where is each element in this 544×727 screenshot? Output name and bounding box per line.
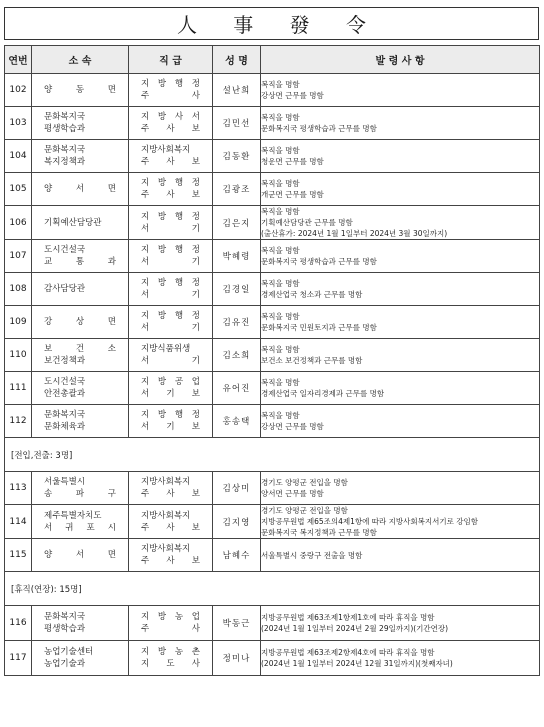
- department-line: 안전총괄과: [44, 389, 86, 399]
- row-number: 105: [5, 173, 32, 206]
- rank-line: 서 기: [141, 257, 200, 267]
- table-row: [5, 74, 540, 107]
- appointment-line: 문화복지국 평생학습과 근무를 명함: [261, 124, 377, 133]
- table-row: [5, 405, 540, 438]
- appointment-line: 복직을 명함: [261, 146, 300, 155]
- department-line: 문화복지국: [44, 612, 86, 622]
- appointment-details: [261, 505, 540, 539]
- rank-line: 지 방 행 정: [141, 278, 200, 288]
- row-number: 112: [5, 405, 32, 438]
- rank-line: 지 방 행 정: [141, 311, 200, 321]
- header-note: 발 령 사 항: [261, 46, 540, 74]
- appointment-line: 강상면 근무를 명함: [261, 91, 324, 100]
- department-line: 도시건설국: [44, 245, 86, 255]
- appointment-line: 청운면 근무를 명함: [261, 157, 324, 166]
- appointment-line: 문화복지국 복지정책과 근무를 명함: [261, 528, 377, 537]
- department-line: 농업기술과: [44, 659, 86, 669]
- person-name: 김광조: [213, 173, 261, 206]
- rank-line: 주 사 보: [141, 522, 200, 533]
- rank-cell: [129, 472, 213, 505]
- department-line: 감사담당관: [44, 284, 86, 294]
- row-number: 103: [5, 107, 32, 140]
- rank-line: 지 방 행 정: [141, 79, 200, 89]
- department-cell: [32, 107, 129, 140]
- rank-line: 지방사회복지: [141, 145, 191, 155]
- rank-line: 지 방 농 촌: [141, 647, 200, 657]
- table-row: [5, 472, 540, 505]
- department-line: 문화체육과: [44, 422, 86, 432]
- rank-cell: [129, 140, 213, 173]
- section-label: [휴직(연장): 15명]: [5, 572, 540, 606]
- appointment-details: [261, 339, 540, 372]
- appointment-details: [261, 405, 540, 438]
- rank-line: 서 기: [141, 356, 200, 366]
- table-row: [5, 306, 540, 339]
- rank-line: 지 방 농 업: [141, 612, 200, 622]
- appointment-details: [261, 240, 540, 273]
- appointment-line: (출산휴가: 2024년 1월 1일부터 2024년 3월 30일까지): [261, 229, 448, 238]
- table-row: [5, 606, 540, 641]
- header-rank: 직 급: [129, 46, 213, 74]
- department-line: 강 상 면: [44, 317, 116, 327]
- department-cell: [32, 240, 129, 273]
- person-name: 정미나: [213, 641, 261, 676]
- row-number: 109: [5, 306, 32, 339]
- rank-line: 지 도 사: [141, 659, 200, 669]
- row-number: 108: [5, 273, 32, 306]
- rank-line: 주 사: [141, 91, 200, 101]
- row-number: 104: [5, 140, 32, 173]
- row-number: 102: [5, 74, 32, 107]
- department-cell: [32, 339, 129, 372]
- rank-cell: [129, 240, 213, 273]
- person-name: 김동환: [213, 140, 261, 173]
- department-cell: [32, 606, 129, 641]
- appointment-line: 복직을 명함: [261, 246, 300, 255]
- department-line: 양 서 면: [44, 550, 116, 560]
- rank-line: 지 방 공 업: [141, 377, 200, 387]
- rank-cell: [129, 539, 213, 572]
- appointment-line: 복직을 명함: [261, 411, 300, 420]
- person-name: 박혜령: [213, 240, 261, 273]
- department-line: 문화복지국: [44, 145, 86, 155]
- department-cell: [32, 273, 129, 306]
- department-line: 양 서 면: [44, 184, 116, 194]
- table-header-row: [5, 46, 540, 74]
- header-no: 연번: [5, 46, 32, 74]
- appointment-line: 보건소 보건정책과 근무를 명함: [261, 356, 363, 365]
- appointment-details: [261, 306, 540, 339]
- row-number: 117: [5, 641, 32, 676]
- rank-cell: [129, 74, 213, 107]
- appointment-details: [261, 606, 540, 641]
- rank-line: 지 방 행 정: [141, 211, 200, 222]
- rank-line: 서 기 보: [141, 389, 200, 399]
- appointment-line: 복직을 명함: [261, 113, 300, 122]
- appointment-line: 복직을 명함: [261, 279, 300, 288]
- rank-line: 주 사 보: [141, 124, 200, 134]
- department-line: 평생학습과: [44, 624, 86, 634]
- department-line: 도시건설국: [44, 377, 86, 387]
- row-number: 110: [5, 339, 32, 372]
- department-line: 복지정책과: [44, 157, 86, 167]
- appointment-line: 복직을 명함: [261, 378, 300, 387]
- rank-line: 주 사 보: [141, 556, 200, 566]
- department-cell: [32, 505, 129, 539]
- table-row: [5, 505, 540, 539]
- department-cell: [32, 74, 129, 107]
- department-line: 기획예산담당관: [44, 217, 102, 228]
- appointment-line: (2024년 1월 1일부터 2024년 2월 29일까지)(기간연장): [261, 624, 449, 633]
- appointment-line: 지방공무원법 제63조제2항제4호에 따라 휴직을 명함: [261, 648, 435, 657]
- rank-line: 주 사 보: [141, 489, 200, 499]
- rank-line: 지 방 행 정: [141, 410, 200, 420]
- appointment-line: 개군면 근무를 명함: [261, 190, 324, 199]
- department-cell: [32, 140, 129, 173]
- rank-line: 주 사 보: [141, 157, 200, 167]
- table-row: [5, 539, 540, 572]
- section-row: [5, 572, 540, 606]
- rank-line: 서 기: [141, 223, 200, 234]
- appointment-line: 문화복지국 평생학습과 근무를 명함: [261, 257, 377, 266]
- department-line: 교 통 과: [44, 257, 116, 267]
- appointment-line: 경제산업국 청소과 근무를 명함: [261, 290, 363, 299]
- person-name: 김유진: [213, 306, 261, 339]
- appointment-line: 경기도 양평군 전입을 명함: [261, 478, 348, 487]
- person-name: 유어진: [213, 372, 261, 405]
- appointment-details: [261, 140, 540, 173]
- rank-line: 지 방 행 정: [141, 178, 200, 188]
- rank-line: 지방사회복지: [141, 544, 191, 554]
- appointment-line: 서울특별시 중랑구 전출을 명함: [261, 550, 363, 560]
- rank-line: 지 방 행 정: [141, 245, 200, 255]
- row-number: 115: [5, 539, 32, 572]
- appointment-line: 문화복지국 민원토지과 근무를 명함: [261, 323, 377, 332]
- department-cell: [32, 539, 129, 572]
- appointment-line: 강상면 근무를 명함: [261, 422, 324, 431]
- rank-line: 서 기: [141, 323, 200, 333]
- rank-cell: [129, 405, 213, 438]
- department-line: 제주특별자치도: [44, 510, 102, 521]
- rank-cell: [129, 306, 213, 339]
- department-line: 문화복지국: [44, 112, 86, 122]
- appointment-line: (2024년 1월 1일부터 2024년 12월 31일까지)(첫째자녀): [261, 659, 453, 668]
- title-box: [4, 7, 539, 40]
- rank-cell: [129, 107, 213, 140]
- row-number: 114: [5, 505, 32, 539]
- rank-cell: [129, 505, 213, 539]
- rank-line: 지방사회복지: [141, 477, 191, 487]
- appointment-line: 경제산업국 일자리경제과 근무를 명함: [261, 389, 385, 398]
- person-name: 김경일: [213, 273, 261, 306]
- department-cell: [32, 206, 129, 240]
- person-name: 남혜수: [213, 539, 261, 572]
- appointment-details: [261, 206, 540, 240]
- person-name: 박동근: [213, 606, 261, 641]
- appointment-line: 양서면 근무를 명함: [261, 489, 324, 498]
- rank-line: 주 사: [141, 624, 200, 634]
- header-name: 성 명: [213, 46, 261, 74]
- rank-cell: [129, 606, 213, 641]
- appointment-details: [261, 74, 540, 107]
- department-cell: [32, 641, 129, 676]
- rank-cell: [129, 339, 213, 372]
- table-row: [5, 240, 540, 273]
- row-number: 116: [5, 606, 32, 641]
- rank-line: 지방식품위생: [141, 344, 191, 354]
- department-cell: [32, 306, 129, 339]
- personnel-table: [4, 45, 540, 676]
- department-line: 농업기술센터: [44, 647, 94, 657]
- rank-cell: [129, 372, 213, 405]
- table-body: [5, 74, 540, 676]
- row-number: 113: [5, 472, 32, 505]
- section-row: [5, 438, 540, 472]
- appointment-line: 복직을 명함: [261, 80, 300, 89]
- appointment-line: 복직을 명함: [261, 207, 300, 216]
- appointment-details: [261, 372, 540, 405]
- rank-line: 서 기 보: [141, 422, 200, 432]
- department-line: 서 귀 포 시: [44, 522, 116, 533]
- document-title: 人 事 發 令: [176, 13, 382, 37]
- department-line: 평생학습과: [44, 124, 86, 134]
- table-row: [5, 173, 540, 206]
- person-name: 김상미: [213, 472, 261, 505]
- department-cell: [32, 173, 129, 206]
- table-row: [5, 339, 540, 372]
- table-row: [5, 273, 540, 306]
- department-line: 서울특별시: [44, 477, 86, 487]
- appointment-line: 기획예산담당관 근무를 명함: [261, 218, 353, 227]
- table-row: [5, 372, 540, 405]
- department-cell: [32, 405, 129, 438]
- row-number: 111: [5, 372, 32, 405]
- department-cell: [32, 372, 129, 405]
- appointment-line: 지방공무원법 제65조의4제1항에 따라 지방사회복지서기로 강임함: [261, 517, 478, 526]
- header-dept: 소 속: [32, 46, 129, 74]
- appointment-line: 경기도 양평군 전입을 명함: [261, 506, 348, 515]
- appointment-line: 복직을 명함: [261, 312, 300, 321]
- department-line: 문화복지국: [44, 410, 86, 420]
- department-line: 송 파 구: [44, 489, 116, 499]
- appointment-line: 복직을 명함: [261, 179, 300, 188]
- appointment-details: [261, 107, 540, 140]
- rank-cell: [129, 173, 213, 206]
- rank-line: 주 사 보: [141, 190, 200, 200]
- appointment-details: [261, 539, 540, 572]
- rank-line: 서 기: [141, 290, 200, 300]
- department-line: 보 건 소: [44, 344, 116, 354]
- department-line: 보건정책과: [44, 356, 86, 366]
- department-cell: [32, 472, 129, 505]
- appointment-details: [261, 173, 540, 206]
- person-name: 김소희: [213, 339, 261, 372]
- rank-cell: [129, 641, 213, 676]
- table-row: [5, 107, 540, 140]
- department-line: 양 동 면: [44, 85, 116, 95]
- appointment-details: [261, 472, 540, 505]
- person-name: 김민선: [213, 107, 261, 140]
- appointment-line: 복직을 명함: [261, 345, 300, 354]
- row-number: 107: [5, 240, 32, 273]
- person-name: 김은지: [213, 206, 261, 240]
- table-row: [5, 206, 540, 240]
- rank-line: 지 방 사 서: [141, 112, 200, 122]
- appointment-details: [261, 641, 540, 676]
- rank-cell: [129, 206, 213, 240]
- appointment-line: 지방공무원법 제63조제1항제1호에 따라 휴직을 명함: [261, 613, 435, 622]
- person-name: 홍송택: [213, 405, 261, 438]
- person-name: 설난희: [213, 74, 261, 107]
- appointment-details: [261, 273, 540, 306]
- rank-cell: [129, 273, 213, 306]
- section-label: [전입,전출: 3명]: [5, 438, 540, 472]
- table-row: [5, 140, 540, 173]
- row-number: 106: [5, 206, 32, 240]
- person-name: 김지영: [213, 505, 261, 539]
- table-row: [5, 641, 540, 676]
- rank-line: 지방사회복지: [141, 510, 191, 521]
